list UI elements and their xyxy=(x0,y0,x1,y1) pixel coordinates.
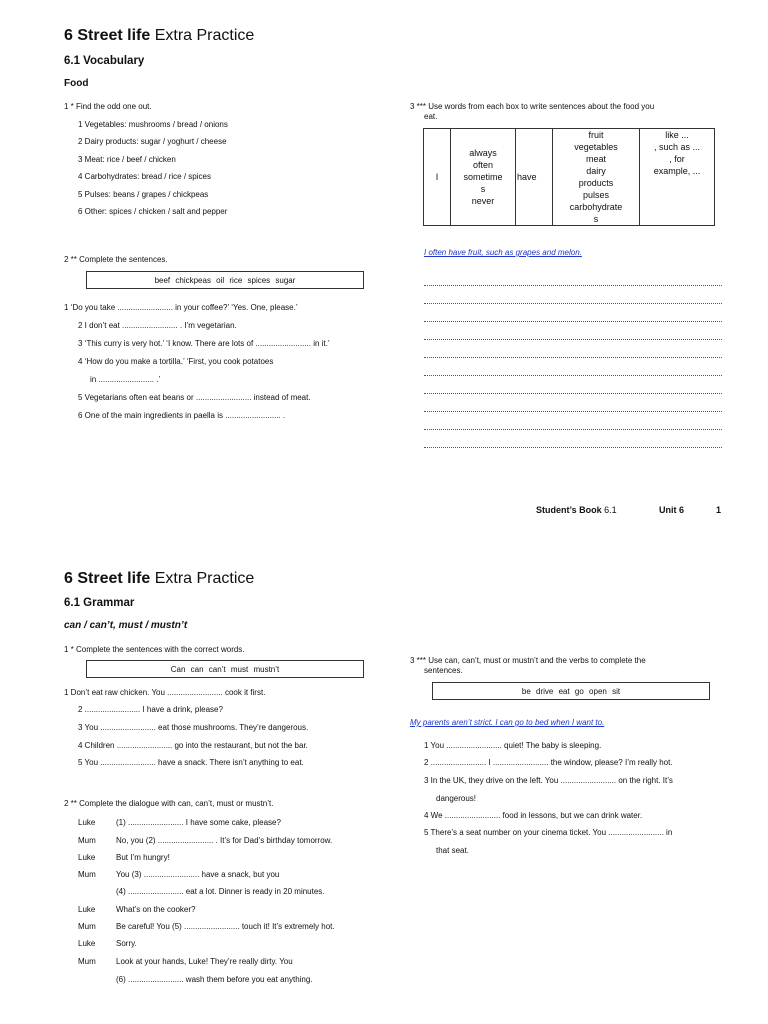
title-bold: 6 Street life xyxy=(64,27,151,44)
exercise-item: 4 Children ......................... go into the restaurant, but not the bar. xyxy=(78,741,308,750)
section-heading: 6.1 Vocabulary xyxy=(64,55,145,67)
exercise-instruction-cont: eat. xyxy=(424,112,438,121)
dialogue-line: You (3) ......................... have a snack, but you xyxy=(116,870,280,879)
answer-line[interactable] xyxy=(424,375,722,376)
word-table xyxy=(423,128,715,226)
answer-line[interactable] xyxy=(424,321,722,322)
table-cell: have xyxy=(516,129,553,226)
word-box: be drive eat go open sit xyxy=(432,682,710,700)
word-box: beef chickpeas oil rice spices sugar xyxy=(86,271,364,289)
answer-line[interactable] xyxy=(424,429,722,430)
section-heading: 6.1 Grammar xyxy=(64,597,135,609)
answer-line[interactable] xyxy=(424,447,722,448)
table-cell: fruit vegetables meat dairy products pulses carbohydrate s xyxy=(553,129,640,226)
dialogue-line: But I’m hungry! xyxy=(116,853,170,862)
exercise-item: 1 Vegetables: mushrooms / bread / onions xyxy=(78,120,228,129)
exercise-item: 5 Vegetarians often eat beans or ......................... instead of meat. xyxy=(78,393,311,402)
answer-line[interactable] xyxy=(424,303,722,304)
table-cell: like ... , such as ... , for example, ... xyxy=(640,129,715,226)
exercise-item: 5 Pulses: beans / grapes / chickpeas xyxy=(78,190,209,199)
dialogue-line: Be careful! You (5) ......................... touch it! It’s extremely hot. xyxy=(116,922,335,931)
subsection-heading: can / can’t, must / mustn’t xyxy=(64,620,188,631)
exercise-item: 3 ‘This curry is very hot.’ ‘I know. There are lots of ......................... in it.’ xyxy=(78,339,330,348)
dialogue-speaker: Mum xyxy=(78,836,96,845)
dialogue-line: Sorry. xyxy=(116,939,137,948)
exercise-instruction: 3 *** Use can, can’t, must or mustn’t and the verbs to complete the xyxy=(410,656,646,665)
page-title xyxy=(64,27,254,45)
exercise-item: 5 There’s a seat number on your cinema ticket. You ......................... in xyxy=(424,828,673,837)
answer-line[interactable] xyxy=(424,411,722,412)
exercise-item: 3 Meat: rice / beef / chicken xyxy=(78,155,176,164)
example-answer: My parents aren’t strict. I can go to bed when I want to. xyxy=(410,718,605,727)
dialogue-line: No, you (2) ......................... . It’s for Dad’s birthday tomorrow. xyxy=(116,836,333,845)
title-rest: Extra Practice xyxy=(150,570,255,587)
word-box: Can can can’t must mustn’t xyxy=(86,660,364,678)
answer-line[interactable] xyxy=(424,285,722,286)
page-title xyxy=(64,570,254,588)
answer-line[interactable] xyxy=(424,393,722,394)
exercise-item: 3 You ......................... eat those mushrooms. They’re dangerous. xyxy=(78,723,309,732)
subsection-heading: Food xyxy=(64,78,89,89)
dialogue-speaker: Mum xyxy=(78,922,96,931)
dialogue-speaker: Mum xyxy=(78,870,96,879)
dialogue-speaker: Luke xyxy=(78,939,96,948)
answer-line[interactable] xyxy=(424,339,722,340)
dialogue-line: Look at your hands, Luke! They’re really dirty. You xyxy=(116,957,293,966)
exercise-instruction: 1 * Find the odd one out. xyxy=(64,102,152,111)
exercise-item: 1 ‘Do you take ......................... in your coffee?’ ‘Yes. One, please.’ xyxy=(64,303,298,312)
exercise-item: 2 I don’t eat ......................... . I’m vegetarian. xyxy=(78,321,237,330)
footer-page-number: 1 xyxy=(716,505,722,515)
exercise-item: 4 ‘How do you make a tortilla.’ ‘First, you cook potatoes xyxy=(78,357,274,366)
answer-line[interactable] xyxy=(424,357,722,358)
example-answer: I often have fruit, such as grapes and melon. xyxy=(424,248,582,257)
dialogue-speaker: Mum xyxy=(78,957,96,966)
title-rest: Extra Practice xyxy=(150,27,255,44)
exercise-instruction: 1 * Complete the sentences with the correct words. xyxy=(64,645,245,654)
exercise-item: 1 You ......................... quiet! The baby is sleeping. xyxy=(424,741,602,750)
dialogue-speaker: Luke xyxy=(78,853,96,862)
dialogue-line: (4) ......................... eat a lot. Dinner is ready in 20 minutes. xyxy=(116,887,325,896)
footer-book-num: 6.1 xyxy=(601,505,617,515)
exercise-instruction: 3 *** Use words from each box to write sentences about the food you xyxy=(410,102,655,111)
exercise-item: 2 ......................... I have a drink, please? xyxy=(78,705,223,714)
exercise-item: 5 You ......................... have a snack. There isn’t anything to eat. xyxy=(78,758,304,767)
exercise-item: 2 ......................... I ......................... the window, please? I’m really hot. xyxy=(424,758,673,767)
exercise-item: 2 Dairy products: sugar / yoghurt / cheese xyxy=(78,137,227,146)
exercise-item: 3 In the UK, they drive on the left. You ......................... on the right. It’s xyxy=(424,776,673,785)
dialogue-speaker: Luke xyxy=(78,905,96,914)
dialogue-line: (6) ......................... wash them before you eat anything. xyxy=(116,975,313,984)
exercise-item: 4 Carbohydrates: bread / rice / spices xyxy=(78,172,211,181)
page-footer xyxy=(536,505,617,515)
exercise-instruction: 2 ** Complete the dialogue with can, can’t, must or mustn’t. xyxy=(64,799,274,808)
exercise-item: dangerous! xyxy=(436,794,477,803)
dialogue-line: What’s on the cooker? xyxy=(116,905,196,914)
footer-book: Student’s Book xyxy=(536,505,602,515)
table-cell: always often sometime s never xyxy=(451,129,516,226)
exercise-item: 4 We ......................... food in lessons, but we can drink water. xyxy=(424,811,643,820)
exercise-instruction-cont: sentences. xyxy=(424,666,463,675)
exercise-item: in ......................... .’ xyxy=(90,375,161,384)
table-cell: I xyxy=(424,129,451,226)
exercise-item: 1 Don’t eat raw chicken. You ......................... cook it first. xyxy=(64,688,266,697)
dialogue-speaker: Luke xyxy=(78,818,96,827)
exercise-instruction: 2 ** Complete the sentences. xyxy=(64,255,168,264)
exercise-item: that seat. xyxy=(436,846,469,855)
exercise-item: 6 Other: spices / chicken / salt and pepper xyxy=(78,207,228,216)
dialogue-line: (1) ......................... I have some cake, please? xyxy=(116,818,281,827)
title-bold: 6 Street life xyxy=(64,570,151,587)
footer-unit: Unit 6 xyxy=(659,505,685,515)
exercise-item: 6 One of the main ingredients in paella is ......................... . xyxy=(78,411,286,420)
